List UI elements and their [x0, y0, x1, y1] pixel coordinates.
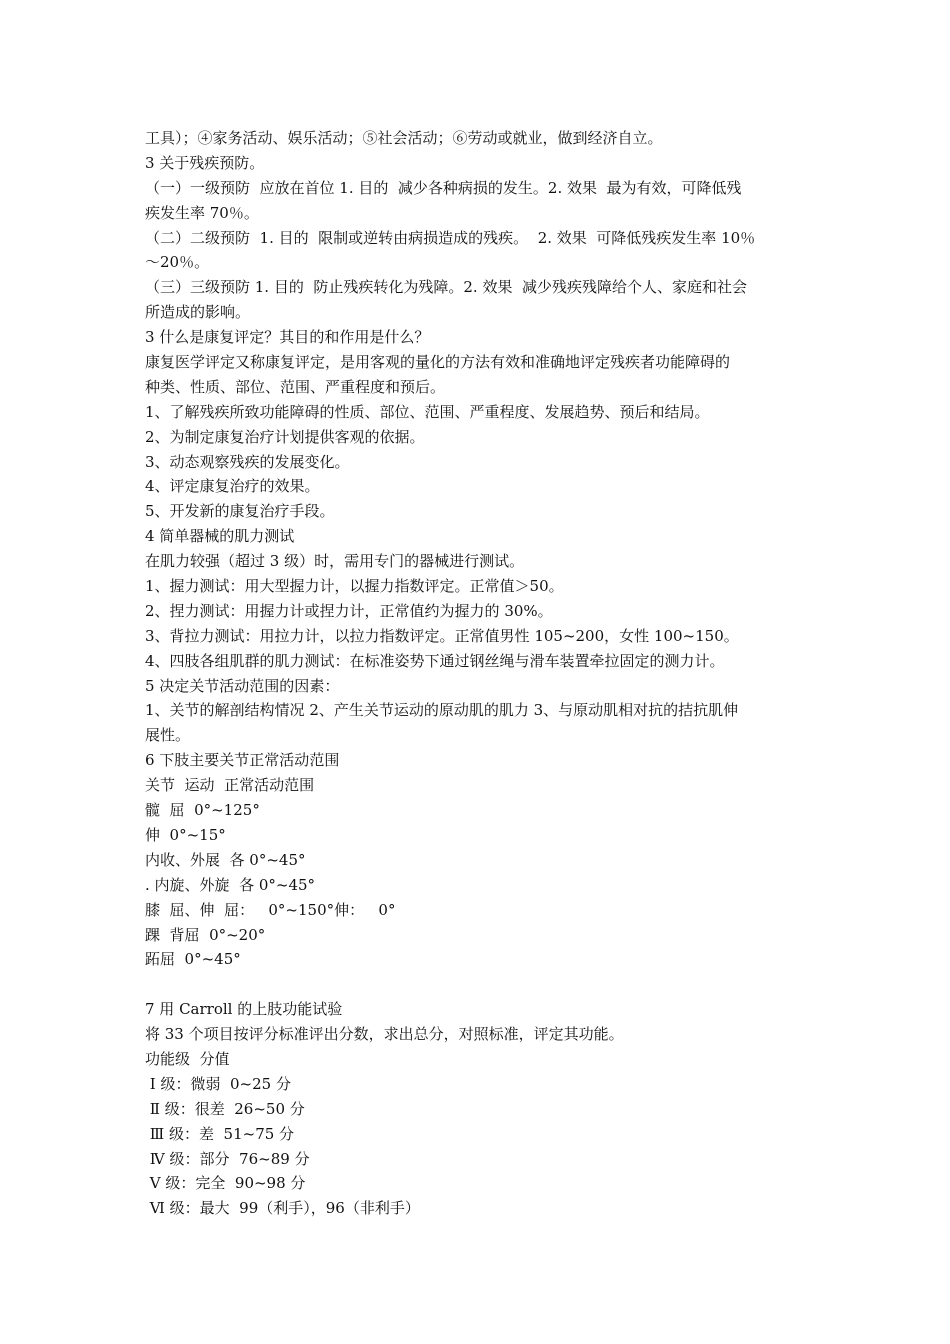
section-heading: 3 关于残疾预防。	[145, 153, 265, 172]
list-item: 1、握力测试：用大型握力计，以握力指数评定。正常值＞50。	[145, 577, 564, 596]
text-line: 展性。	[145, 726, 191, 745]
table-header-line: 关节 运动 正常活动范围	[145, 776, 315, 795]
table-row: 内收、外展 各 0°~45°	[145, 850, 306, 869]
table-row: . 内旋、外旋 各 0°~45°	[145, 875, 316, 894]
list-item: 3、动态观察残疾的发展变化。	[145, 452, 350, 471]
list-item: 1、了解残疾所致功能障碍的性质、部位、范围、严重程度、发展趋势、预后和结局。	[145, 402, 710, 421]
text-line: 疾发生率 70％。	[145, 203, 259, 222]
list-item: 2、捏力测试：用握力计或捏力计，正常值约为握力的 30%。	[145, 601, 553, 620]
text-line: （二）二级预防 1. 目的 限制或逆转由病损造成的残疾。 2. 效果 可降低残疾发生率 10％	[145, 228, 756, 247]
document-body	[145, 126, 810, 1221]
text-line: 康复医学评定又称康复评定，是用客观的量化的方法有效和准确地评定残疾者功能障碍的	[145, 353, 731, 372]
text-line: 工具）；④家务活动、娱乐活动；⑤社会活动；⑥劳动或就业，做到经济自立。	[145, 129, 663, 147]
text-line: ～20％。	[145, 253, 210, 272]
table-row: Ⅲ 级：差 51~75 分	[145, 1124, 295, 1143]
table-row: 髋 屈 0°~125°	[145, 801, 260, 820]
table-header-line: 功能级 分值	[145, 1049, 230, 1068]
text-line: 将 33 个项目按评分标准评出分数，求出总分，对照标准，评定其功能。	[145, 1025, 624, 1044]
section-heading: 5 决定关节活动范围的因素：	[145, 676, 340, 695]
text-line: （三）三级预防 1. 目的 防止残疾转化为残障。2. 效果 减少残疾残障给个人、家庭和社会	[145, 278, 748, 297]
table-row: 伸 0°~15°	[145, 825, 226, 844]
blank-line	[145, 972, 810, 997]
table-row: Ⅰ 级：微弱 0~25 分	[145, 1074, 291, 1093]
table-row: 膝 屈、伸 屈： 0°~150°伸： 0°	[145, 900, 396, 919]
table-row: Ⅱ 级：很差 26~50 分	[145, 1099, 305, 1118]
section-heading: 6 下肢主要关节正常活动范围	[145, 751, 340, 770]
list-item: 3、背拉力测试：用拉力计，以拉力指数评定。正常值男性 105~200，女性 100~150。	[145, 626, 739, 645]
table-row: Ⅴ 级：完全 90~98 分	[145, 1174, 306, 1193]
section-heading: 3 什么是康复评定？其目的和作用是什么？	[145, 328, 430, 347]
table-row: 踝 背屈 0°~20°	[145, 925, 266, 944]
table-row: 跖屈 0°~45°	[145, 950, 241, 969]
text-line: 1、关节的解剖结构情况 2、产生关节运动的原动肌的肌力 3、与原动肌相对抗的拮抗肌伸	[145, 701, 739, 720]
table-row: Ⅵ 级：最大 99（利手），96（非利手）	[145, 1199, 420, 1218]
text-line: （一）一级预防 应放在首位 1. 目的 减少各种病损的发生。2. 效果 最为有效，可降低残	[145, 178, 742, 197]
text-line: 种类、性质、部位、范围、严重程度和预后。	[145, 377, 446, 396]
table-row: Ⅳ 级：部分 76~89 分	[145, 1149, 310, 1168]
section-heading: 7 用 Carroll 的上肢功能试验	[145, 1000, 343, 1019]
text-line: 在肌力较强（超过 3 级）时，需用专门的器械进行测试。	[145, 552, 525, 571]
section-heading: 4 简单器械的肌力测试	[145, 527, 295, 546]
text-line: 所造成的影响。	[145, 303, 251, 322]
list-item: 2、为制定康复治疗计划提供客观的依据。	[145, 427, 425, 446]
list-item: 5、开发新的康复治疗手段。	[145, 502, 335, 521]
list-item: 4、四肢各组肌群的肌力测试：在标准姿势下通过钢丝绳与滑车装置牵拉固定的测力计。	[145, 651, 725, 670]
list-item: 4、评定康复治疗的效果。	[145, 477, 320, 496]
